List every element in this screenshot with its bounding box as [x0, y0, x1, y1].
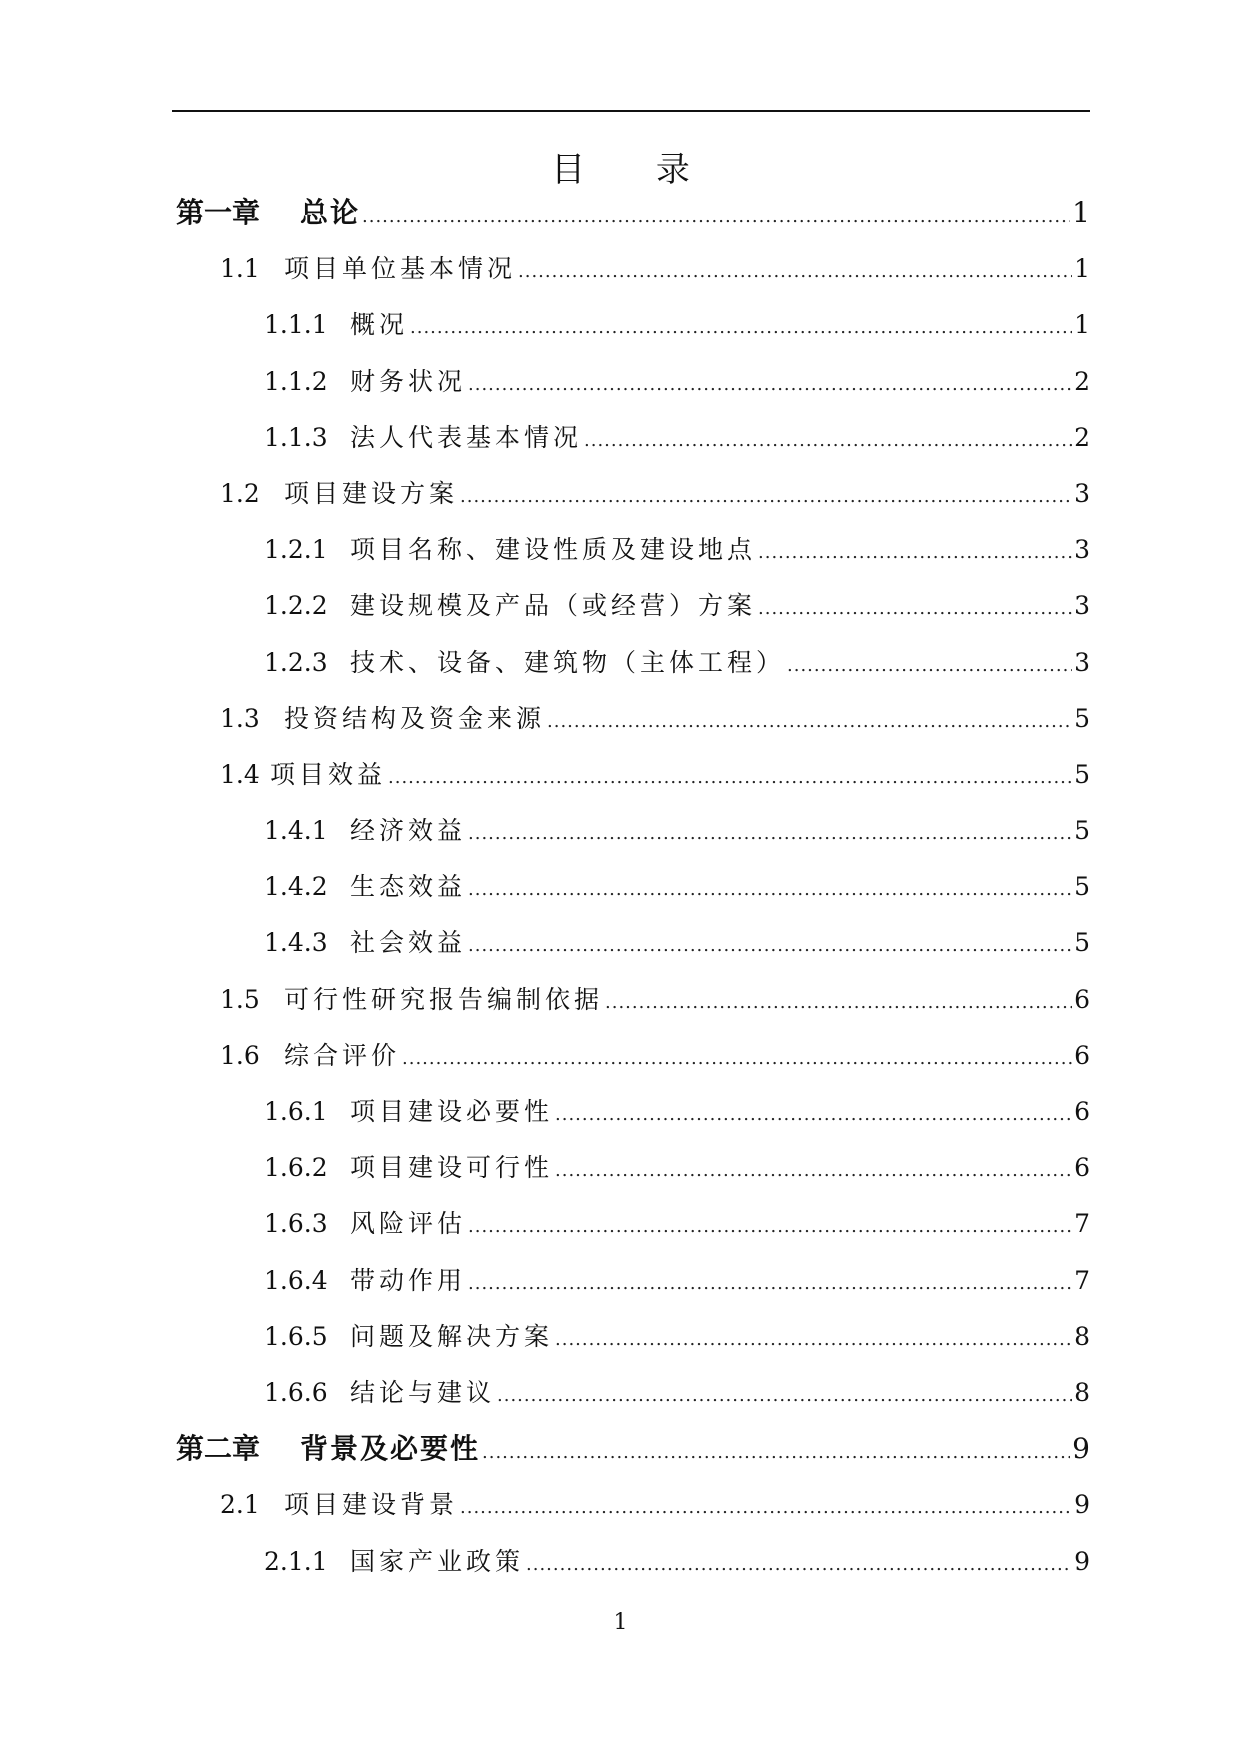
- toc-entry-label: 可行性研究报告编制依据: [284, 984, 604, 1014]
- toc-entry-page: 2: [1074, 422, 1090, 452]
- toc-entry-number: 1.6.3: [264, 1209, 328, 1239]
- toc-entry-number: 1.6.6: [264, 1377, 328, 1407]
- toc-dot-leader: [468, 862, 1072, 918]
- toc-dot-leader: [555, 1087, 1072, 1143]
- toc-entry-number: 2.1: [220, 1490, 260, 1520]
- toc-entry-label: 背景及必要性: [300, 1432, 481, 1466]
- toc-entry-page: 6: [1074, 1153, 1090, 1183]
- toc-entry-number: 1.1: [220, 254, 260, 284]
- toc-entry[interactable]: [172, 1140, 1090, 1196]
- toc-entry-number: 1.2.3: [264, 647, 328, 677]
- toc-entry-page: 6: [1074, 1040, 1090, 1070]
- toc-entry-number: 1.2.1: [264, 535, 328, 565]
- toc-entry[interactable]: [172, 1196, 1090, 1252]
- header-rule: [172, 110, 1090, 112]
- toc-entry-page: 5: [1074, 928, 1090, 958]
- toc-dot-leader: [468, 1199, 1072, 1255]
- toc-entry-number: 1.3: [220, 703, 260, 733]
- toc-entry-page: 6: [1074, 1097, 1090, 1126]
- toc-entry-label: 综合评价: [284, 1040, 401, 1070]
- toc-entry-number: 1.6.1: [264, 1097, 328, 1126]
- toc-entry[interactable]: [172, 522, 1090, 578]
- toc-entry[interactable]: [172, 691, 1090, 747]
- toc-dot-leader: [468, 918, 1072, 974]
- toc-dot-leader: [584, 413, 1072, 469]
- toc-entry-page: 8: [1074, 1321, 1090, 1351]
- toc-dot-leader: [402, 1031, 1072, 1087]
- toc-entry-label: 总论: [300, 196, 361, 229]
- toc-entry-page: 8: [1074, 1377, 1090, 1407]
- toc-entry-number: 1.4: [220, 759, 260, 789]
- toc-entry-number: 1.6.5: [264, 1321, 328, 1351]
- toc-entry-label: 生态效益: [350, 872, 467, 902]
- toc-entry-number: 2.1.1: [264, 1546, 328, 1576]
- toc-entry-page: 3: [1074, 478, 1090, 508]
- toc-dot-leader: [468, 806, 1072, 862]
- toc-entry-page: 5: [1074, 816, 1090, 846]
- toc-entry-page: 5: [1074, 759, 1090, 789]
- toc-entry-number: 1.1.1: [264, 310, 328, 340]
- toc-entry[interactable]: [172, 1534, 1090, 1590]
- toc-entry-label: 项目建设可行性: [350, 1153, 554, 1183]
- table-of-contents: [172, 185, 1090, 1590]
- toc-entry[interactable]: [172, 466, 1090, 522]
- toc-dot-leader: [555, 1312, 1072, 1368]
- toc-entry[interactable]: [172, 410, 1090, 466]
- toc-entry-label: 风险评估: [350, 1209, 467, 1239]
- toc-entry[interactable]: [172, 1365, 1090, 1421]
- toc-entry-number: 第一章: [176, 196, 261, 229]
- toc-dot-leader: [460, 1480, 1072, 1536]
- toc-entry-page: 2: [1074, 366, 1090, 396]
- toc-entry-number: 1.1.3: [264, 422, 328, 452]
- toc-entry[interactable]: [172, 1084, 1090, 1140]
- toc-entry-page: 1: [1074, 310, 1090, 340]
- toc-entry-label: 投资结构及资金来源: [284, 703, 546, 733]
- toc-dot-leader: [468, 1256, 1072, 1312]
- toc-dot-leader: [497, 1368, 1072, 1424]
- toc-entry-label: 概况: [350, 310, 409, 340]
- toc-dot-leader: [526, 1537, 1072, 1593]
- toc-entry-number: 1.4.2: [264, 872, 328, 902]
- toc-entry-page: 5: [1074, 703, 1090, 733]
- toc-dot-leader: [518, 244, 1072, 300]
- toc-entry[interactable]: [172, 635, 1090, 691]
- toc-entry-page: 9: [1074, 1546, 1090, 1576]
- toc-entry-page: 1: [1074, 254, 1090, 284]
- toc-dot-leader: [482, 1425, 1070, 1481]
- toc-entry-page: 6: [1074, 984, 1090, 1014]
- toc-entry-number: 1.2: [220, 478, 260, 508]
- toc-dot-leader: [555, 1143, 1072, 1199]
- toc-entry-page: 3: [1074, 591, 1090, 621]
- toc-entry-number: 1.6: [220, 1040, 260, 1070]
- toc-dot-leader: [758, 581, 1072, 637]
- toc-entry[interactable]: [172, 1477, 1090, 1533]
- toc-dot-leader: [362, 189, 1070, 245]
- toc-entry[interactable]: [172, 972, 1090, 1028]
- toc-entry[interactable]: [172, 1309, 1090, 1365]
- toc-dot-leader: [460, 469, 1072, 525]
- toc-entry-label: 财务状况: [350, 366, 467, 396]
- toc-entry[interactable]: [172, 185, 1090, 241]
- toc-entry-label: 带动作用: [350, 1265, 467, 1295]
- toc-entry-number: 1.4.3: [264, 928, 328, 958]
- toc-dot-leader: [605, 975, 1072, 1031]
- toc-entry-label: 技术、设备、建筑物（主体工程）: [350, 647, 786, 677]
- toc-dot-leader: [410, 300, 1072, 356]
- toc-entry-label: 项目效益: [270, 759, 387, 789]
- toc-entry-label: 建设规模及产品（或经营）方案: [350, 591, 757, 621]
- toc-entry-page: 5: [1074, 872, 1090, 902]
- toc-entry-label: 项目建设必要性: [350, 1097, 554, 1126]
- toc-entry[interactable]: [172, 915, 1090, 971]
- toc-entry-number: 1.5: [220, 984, 260, 1014]
- toc-entry-label: 项目建设背景: [284, 1490, 459, 1520]
- toc-dot-leader: [388, 750, 1072, 806]
- toc-entry-number: 1.2.2: [264, 591, 328, 621]
- toc-entry[interactable]: [172, 578, 1090, 634]
- toc-dot-leader: [787, 638, 1072, 694]
- footer-page-number: 1: [613, 1610, 628, 1635]
- toc-entry-page: 3: [1074, 535, 1090, 565]
- toc-entry-number: 第二章: [176, 1432, 261, 1466]
- toc-entry[interactable]: [172, 354, 1090, 410]
- toc-entry-label: 项目名称、建设性质及建设地点: [350, 535, 757, 565]
- toc-dot-leader: [547, 694, 1072, 750]
- toc-entry-page: 7: [1074, 1209, 1090, 1239]
- toc-entry-label: 项目单位基本情况: [284, 254, 517, 284]
- toc-entry[interactable]: [172, 1253, 1090, 1309]
- toc-entry[interactable]: [172, 297, 1090, 353]
- toc-entry[interactable]: [172, 803, 1090, 859]
- toc-entry-page: 9: [1074, 1490, 1090, 1520]
- page-title: 目 录: [551, 150, 720, 190]
- toc-entry-label: 结论与建议: [350, 1377, 496, 1407]
- toc-entry-number: 1.1.2: [264, 366, 328, 396]
- toc-entry-label: 社会效益: [350, 928, 467, 958]
- toc-entry-label: 法人代表基本情况: [350, 422, 583, 452]
- toc-entry[interactable]: [172, 1421, 1090, 1477]
- toc-entry-page: 1: [1072, 196, 1090, 229]
- toc-dot-leader: [758, 525, 1072, 581]
- toc-entry[interactable]: [172, 1028, 1090, 1084]
- toc-entry[interactable]: [172, 241, 1090, 297]
- toc-entry-label: 项目建设方案: [284, 478, 459, 508]
- toc-entry-label: 国家产业政策: [350, 1546, 525, 1576]
- toc-entry[interactable]: [172, 859, 1090, 915]
- toc-dot-leader: [468, 357, 1072, 413]
- toc-entry-number: 1.6.4: [264, 1265, 328, 1295]
- toc-entry-label: 问题及解决方案: [350, 1321, 554, 1351]
- toc-entry-label: 经济效益: [350, 816, 467, 846]
- toc-entry-number: 1.4.1: [264, 816, 328, 846]
- toc-entry-number: 1.6.2: [264, 1153, 328, 1183]
- toc-entry[interactable]: [172, 747, 1090, 803]
- toc-entry-page: 7: [1074, 1265, 1090, 1295]
- toc-entry-page: 9: [1072, 1432, 1090, 1466]
- toc-entry-page: 3: [1074, 647, 1090, 677]
